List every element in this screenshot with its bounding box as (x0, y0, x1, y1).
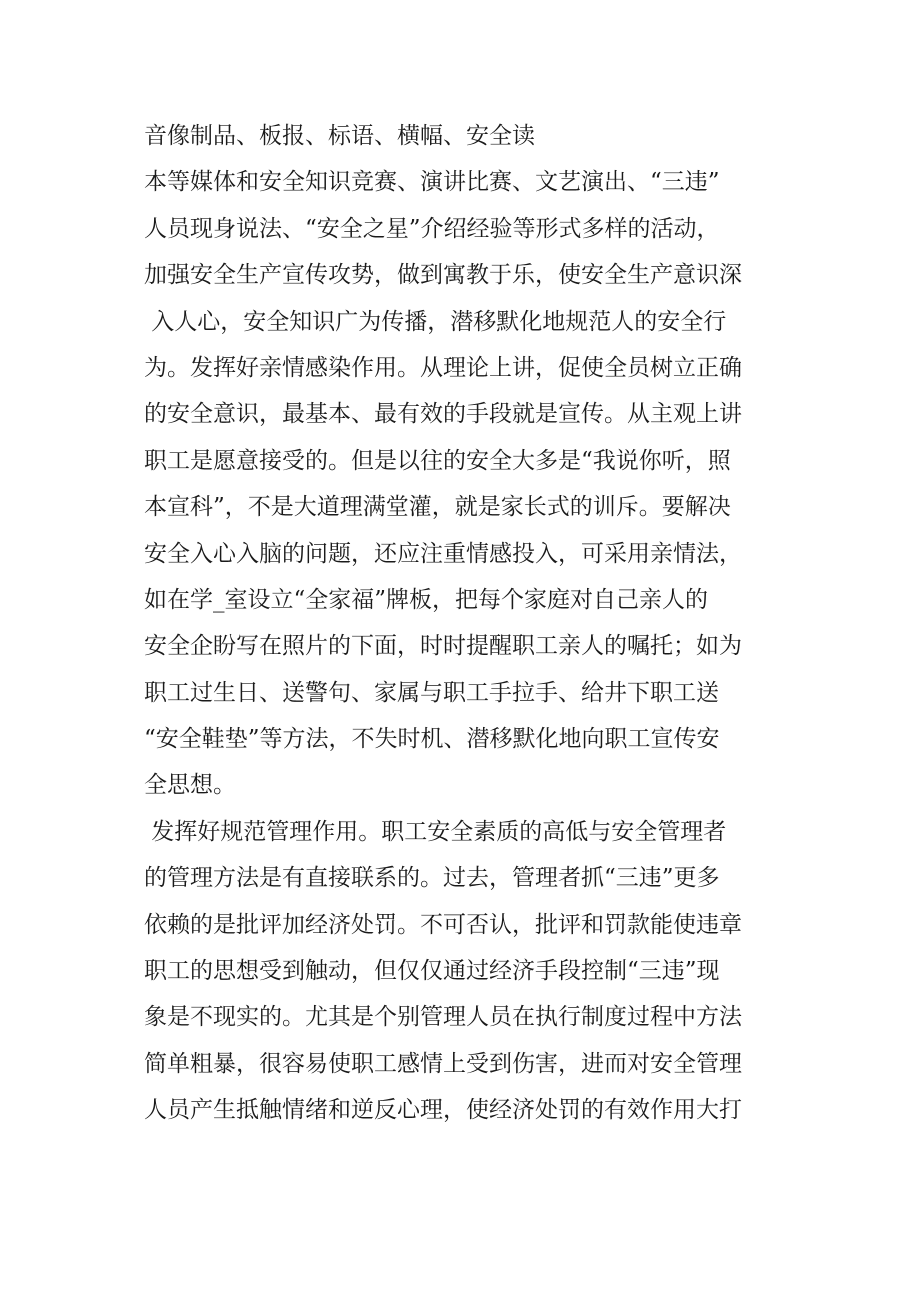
text-line: 人员现身说法、“安全之星”介绍经验等形式多样的活动， (144, 215, 720, 242)
text-line: 人员产生抵触情绪和逆反心理，使经济处罚的有效作用大打 (144, 1097, 742, 1124)
text-line: 加强安全生产宣传攻势，做到寓教于乐，使安全生产意识深 (144, 262, 742, 289)
text-line: 为。发挥好亲情感染作用。从理论上讲，促使全员树立正确 (144, 354, 742, 381)
body-text (144, 113, 804, 1134)
text-line: 象是不现实的。尤其是个别管理人员在执行制度过程中方法 (144, 1004, 742, 1031)
text-line: 职工的思想受到触动，但仅仅通过经济手段控制“三违”现 (144, 958, 720, 985)
text-line: 安全入心入脑的问题，还应注重情感投入，可采用亲情法， (144, 540, 742, 567)
text-line: 的安全意识，最基本、最有效的手段就是宣传。从主观上讲 (144, 401, 742, 428)
text-line: 的管理方法是有直接联系的。过去，管理者抓“三违”更多 (144, 865, 720, 892)
text-line: “安全鞋垫”等方法，不失时机、潜移默化地向职工宣传安 (144, 726, 720, 753)
text-line: 发挥好规范管理作用。职工安全素质的高低与安全管理者 (144, 818, 727, 845)
text-line: 简单粗暴，很容易使职工感情上受到伤害，进而对安全管理 (144, 1050, 742, 1077)
text-line: 本等媒体和安全知识竞赛、演讲比赛、文艺演出、“三违” (144, 169, 720, 196)
text-line: 依赖的是批评加经济处罚。不可否认，批评和罚款能使违章 (144, 911, 742, 938)
text-line: 职工是愿意接受的。但是以往的安全大多是“我说你听，照 (144, 447, 731, 474)
text-line: 全思想。 (144, 772, 236, 799)
text-line: 安全企盼写在照片的下面，时时提醒职工亲人的嘱托；如为 (144, 633, 742, 660)
text-line: 职工过生日、送警句、家属与职工手拉手、给井下职工送 (144, 679, 719, 706)
text-line: 入人心，安全知识广为传播，潜移默化地规范人的安全行 (144, 308, 727, 335)
text-line: 音像制品、板报、标语、横幅、安全读 (144, 123, 535, 149)
text-line: 本宣科”，不是大道理满堂灌，就是家长式的训斥。要解决 (144, 494, 731, 521)
text-line: 如在学_室设立“全家福”牌板，把每个家庭对自己亲人的 (144, 586, 709, 613)
